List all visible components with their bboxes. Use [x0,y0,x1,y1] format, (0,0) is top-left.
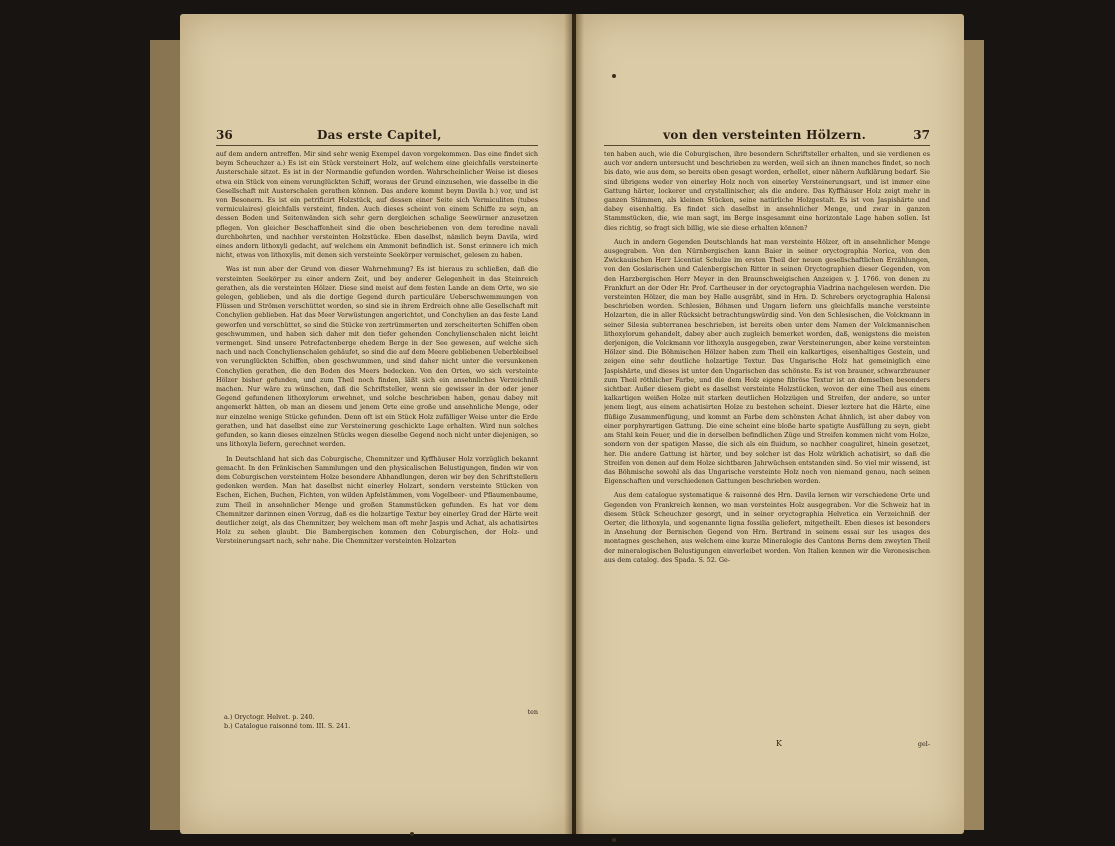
running-head: Das erste Capitel, [316,128,442,142]
left-page-content [216,128,538,738]
ink-speck [612,838,616,842]
book-cover-right-edge [962,40,984,830]
left-page-header [216,128,538,146]
catchword: ten [527,708,538,716]
footnote: b.) Catalogue raisonné tom. III. S. 241. [224,721,351,730]
ink-speck [410,832,414,836]
paragraph: ten haben auch, wie die Coburgischen, ihre besondern Schriftsteller erhalten, und sie verdienen es auch vor andern untersucht und beschrieben zu werden, weil sich an ihnen manches findet, so noch bis dato, wie aus dem, so bereits oben gesagt worden, erhellet, einer nähern Aufklärung bedarf. Sie sind übrigens weder von einerley Holz noch von einerley Versteinerungsart, und ist immer eine Gattung härter, lockerer und crystallinischer, als die andere. Das Kyffhäuser Holz zeigt mehr in ganzen Stämmen, als kleinen Stücken, seine natürliche Holzgestalt. Es ist von Jaspishärte und dabey eisenhaltig. Es findet sich daselbst in ansehnlicher Menge, und zwar in ganzen Stammstücken, die, wie man sagt, im Berge insgesammt eine horizontale Lage haben sollen. Ist dies richtig, so fragt sich billig, wie sie diese erhalten können? [604,150,930,232]
paragraph: auf dem andern antreffen. Mir sind sehr wenig Exempel davon vorgekommen. Das eine findet sich beym Scheuchzer a.) Es ist ein Stück versteinert Holz, auf welchem eine gleichfalls versteinerte Austerschale sitzet. Es ist in der Normandie gefunden worden. Wahrscheinlicher Weise ist dieses etwa ein Stück von einem verunglückten Schiff, woraus der Grund einzusehen, wie dasselbe in die Gesellschaft mit Austerschalen gerathen können. Das andere kommt beym Davila b.) vor, und ist von Besonern. Es ist ein petrificirt Holzstück, auf dessen einer Seite sich Vermiculiten (tubes vermiculaires) gleichfalls versteint, finden. Auch dieses scheint von einem Schiffe zu seyn, an dessen Boden und Seitenwänden sich sehr gern dergleichen schalige Seewürmer anzusetzen pflegen. Von gleicher Beschaffenheit sind die oben beschriebenen von dem teredine navali durchbohrten, und nachher versteinten Holzstücke. Eben daselbst, nämlich beym Davila, wird eines andern lithoxyli gedacht, auf welchem ein Ammonit befindlich ist. Sonst erinnere ich mich nicht, etwas von lithoxylis, mit denen sich versteinte Seekörper vermischet, gelesen zu haben. [216,150,538,260]
catchword: gel- [917,740,930,748]
footnotes [216,713,538,730]
paragraph: Was ist nun aber der Grund von dieser Wahrnehmung? Es ist hieraus zu schließen, daß die versteinten Seekörper zu einer andern Zeit, und bey anderer Gelegenheit in das Steinreich gerathen, als die versteinten Hölzer. Diese sind meist auf dem festen Lande an dem Orte, wo sie gelegen, geblieben, und als die dortige Gegend durch particuläre Ueberschwemmungen von Flüssen und Strömen verschüttet worden, so sind sie in ihrem Erdreich ohne alle Gesellschaft mit Conchylien geblieben. Hat das Meer Verwüstungen angerichtet, und Conchylien an das feste Land geworfen und verschüttet, so sind die Stücke von zertrümmerten und zerscheiterten Schiffen oben geschwummen, und haben sich daher mit den tiefer gehenden Conchylienschalen nicht leicht vermenget. Sind unsere Petrefactenberge ehedem Berge in der See gewesen, auf welche sich nach und nach Conchylienschalen gehäufet, so sind die auf dem Meere gebliebenen Ueberbleibsel von verunglückten Schiffen, oben geschwummen, und sind daher nicht unter die versunkenen Conchylien gerathen, die den Boden des Meers bedecken. Von den Orten, wo sich versteinte Hölzer bisher gefunden, und zum Theil noch finden, läßt sich ein ansehnliches Verzeichniß machen. Nur wäre zu wünschen, daß die Schriftsteller, wenn sie gewisser in der oder jener Gegend gefundenen lithoxylorum erwehnet, und solche beschrieben haben, genau dabey mit angemerkt hätten, ob man an diesem und jenem Orte eine große und ansehnliche Menge, oder nur einzelne wenige Stücke gefunden. Denn oft ist ein Stück Holz zufälliger Weise unter die Erde gerathen, und hat daselbst eine zur Versteinerung geschickte Lage erhalten. Wird nun solches gefunden, so kann dieses einzelnen Stücks wegen dieselbe Gegend noch nicht unter diejenigen, so uns lithoxyla liefern, gerechnet werden. [216,265,538,449]
page-number: 36 [216,128,233,142]
signature-mark: K [776,739,782,748]
book-gutter [564,14,584,834]
running-head: von den versteinten Hölzern. [663,128,867,142]
paragraph: Auch in andern Gegenden Deutschlands hat man versteinte Hölzer, oft in ansehnlicher Menge ausgegraben. Von den Nürnbergischen kann Baier in seiner oryctographia Norica, von den Zwickauischen Herr Licentiat Schulze im ersten Theil der neuen gesellschaftlichen Erzählungen, von den Goslarischen und Calenbergischen Ritter in seinen Oryctographien dieser Gegenden, von den Harzbergischen Herr Meyer in den Braunschweigischen Anzeigen v. J. 1766. von denen zu Frankfurt an der Oder Hr. Prof. Cartheuser in der oryctographia Viadrina nachgelesen werden. Die versteinten Hölzer, die man bey Halle ausgräbt, sind in Hrn. D. Schrebers oryctographia Halensi beschrieben worden. Schlesien, Böhmen und Ungarn liefern uns gleichfalls manche versteinte Holzarten, die in aller Rücksicht betrachtungswürdig sind. Von den Schlesischen, die Volckmann in seiner Silesia subterranea beschrieben, ist bereits oben unter dem Namen der Volckmannischen lithoxylorum gehandelt, dabey aber auch zugleich bemerket worden, daß, wenigstens die meisten derjenigen, die Volckmann vor lithoxyla ausgegeben, zwar Versteinerungen, aber keine versteinten Hölzer sind. Die Böhmischen Hölzer haben zum Theil ein kalkartiges, eisenhaltiges Gestein, und zeigen eine sehr deutliche holzartige Textur. Das Ungarische Holz hat gemeiniglich eine Jaspishärte, und dieses ist unter den Ungarischen das schönste. Es ist von brauner, schwarzbrauner zum Theil röthlicher Farbe, und die dem Holz eigene fibröse Textur ist an demselben besonders sichtbar. Außer diesem giebt es daselbst versteinte Holzstücken, wovon der eine Theil aus einem kalkartigen weißen Holze mit starken deutlichen Holzzügen und Streifen, der andere, so unter jenem liegt, aus einem achatisirten Holze zu bestehen scheint. Dieser leztere hat die Härte, eine flüßige Zusammenfügung, und kommt an Farbe dem schönsten Achat ähnlich, ist aber dabey von einer porphyrartigen Gattung. Die eine scheint eine bloße harte spatigte Ausfüllung zu seyn, giebt am Stahl kein Feuer, und die in derselben befindlichen Züge und Streifen kommen nicht vom Holze, sondern von der spatigen Masse, die sich als ein fluidum, so nachher coaguliret, hinein gesetzet, her. Die andere Gattung ist härter, und bey solcher ist das Holz würklich achatisirt, so daß die Streifen von denen auf dem Holze sichtbaren Jahrwüchsen entstanden sind. So viel mir wissend, ist das Böhmische sowohl als das Ungarische versteinte Holz noch von niemand genau, nach seinen Eigenschaften und verschiedenen Gattungen beschrieben worden. [604,237,930,486]
right-page [576,14,964,834]
paragraph: In Deutschland hat sich das Coburgische, Chemnitzer und Kyffhäuser Holz vorzüglich bekannt gemacht. In den Fränkischen Sammlungen und den physicalischen Belustigungen, finden wir von dem Coburgischen versteintem Holze besondere Abhandlungen, deren wir bey den Schriftstellern gedenken werden. Man hat daselbst nicht einerley Holzart, sondern versteinte Stücken von Eschen, Eichen, Buchen, Fichten, von wilden Apfelstämmen, vom Vogelbeer- und Pflaumenbaume, zum Theil in ansehnlicher Menge und großen Stammstücken gefunden. Es hat vor dem Chemnitzer darinnen einen Vorzug, daß es die holzartige Textur bey einerley Grad der Härte weit deutlicher zeigt, als das Chemnitzer, bey welchem man oft mehr Jaspis und Achat, als achatisirtes Holz zu sehen glaubt. Die Bambergischen kommen den Coburgischen, der Holz- und Versteinerungsart nach, sehr nahe. Die Chemnitzer versteinten Holzarten [216,454,538,546]
page-number: 37 [913,128,930,142]
paragraph: Aus dem catalogue systematique & raisonné des Hrn. Davila lernen wir verschiedene Orte und Gegenden von Frankreich kennen, wo man versteintes Holz ausgegraben. Vor die Schweiz hat in diesem Stück Scheuchzer gesorgt, und in seiner oryctographia Helvetica ein Verzeichniß der Oerter, die lithoxyla, und sogenannte ligna fossilia geliefert, mitgetheilt. Eben dieses ist besonders in Ansehung der Bernischen Gegend von Hrn. Bertrand in seinem essai sur les usages des montagnes geschehen, aus welchem eine kurze Mineralogie des Cantons Berns dem zweyten Theil der mineralogischen Belustigungen einverleibet worden. Von Italien kennen wir die Veronesischen aus dem catalog. des Spada. S. 52. Ge- [604,491,930,564]
footnote: a.) Oryctogr. Helvet. p. 240. [224,713,315,721]
right-page-content [604,128,930,738]
left-page [180,14,572,834]
right-page-header [604,128,930,146]
ink-speck [612,74,616,78]
book-cover-left-edge [150,40,182,830]
